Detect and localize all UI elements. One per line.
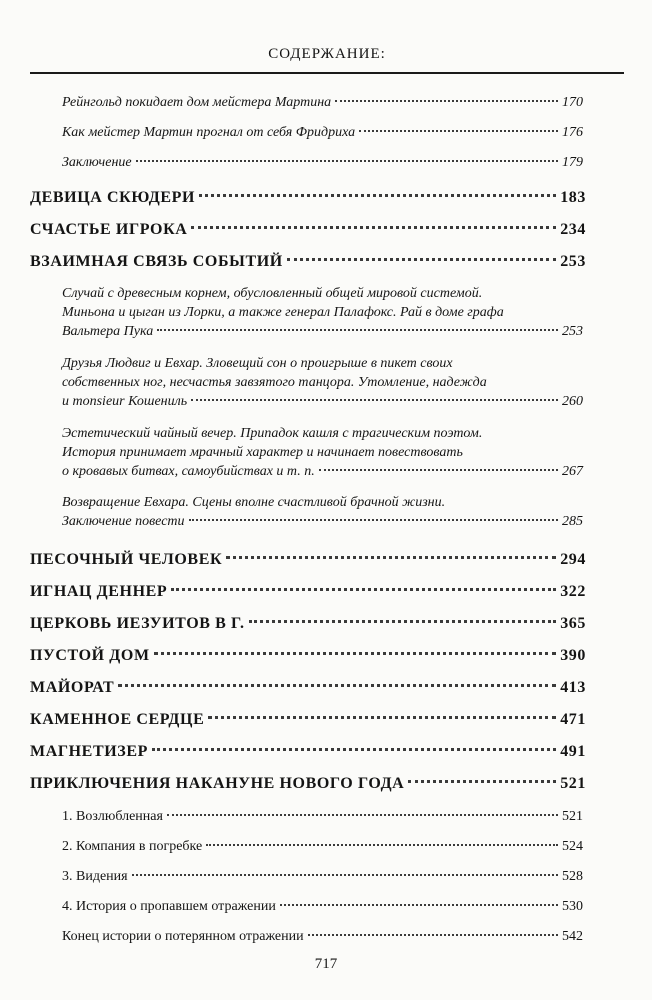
toc-entry[interactable] [62,837,583,856]
toc-story-title: МАЙОРАТ [30,679,115,696]
toc-story[interactable] [30,220,586,240]
leader-dots [191,399,558,401]
toc-entry-title: и monsieur Кошениль [62,394,188,409]
toc-story[interactable] [30,188,586,208]
toc-story[interactable] [30,550,586,570]
toc-entry-title: о кровавых битвах, самоубийствах и т. п. [62,464,315,479]
toc-page-number: 524 [562,839,583,854]
toc-entry[interactable] [62,354,583,411]
page-header: СОДЕРЖАНИЕ: [268,46,386,62]
toc-page-number: 491 [560,743,586,760]
toc-entry-title: Как мейстер Мартин прогнал от себя Фридриха [62,125,356,140]
leader-dots [199,194,556,197]
toc-story[interactable] [30,582,586,602]
toc-story[interactable] [30,742,586,762]
leader-dots [308,934,558,936]
toc-entry-title: Конец истории о потерянном отражении [62,929,304,944]
toc-page-number: 183 [560,189,586,206]
toc-story-title: ИГНАЦ ДЕННЕР [30,583,168,600]
toc-entry[interactable] [62,493,583,531]
toc-story[interactable] [30,646,586,666]
toc-entry[interactable] [62,284,583,341]
toc-page-number: 365 [560,615,586,632]
leader-dots [408,780,556,783]
toc-page-number: 234 [560,221,586,238]
toc-story-title: ВЗАИМНАЯ СВЯЗЬ СОБЫТИЙ [30,253,283,270]
toc-page-number: 521 [560,775,586,792]
toc-entry-title: Вальтера Пука [62,324,154,339]
leader-dots [118,684,556,687]
leader-dots [136,160,558,162]
toc-page-number: 390 [560,647,586,664]
leader-dots [152,748,556,751]
toc-story-title: ДЕВИЦА СКЮДЕРИ [30,189,196,206]
toc-story[interactable] [30,710,586,730]
toc-page-number: 260 [562,394,583,409]
leader-dots [167,814,558,816]
leader-dots [132,874,558,876]
toc-page-number: 176 [562,125,583,140]
toc-page-number: 267 [562,464,583,479]
toc-entry-line: Миньона и цыган из Лорки, а также генерал Палафокс. Рай в доме графа [62,305,504,320]
toc-entry-title: 3. Видения [62,869,128,884]
header-rule [30,72,624,74]
toc-entry[interactable] [62,93,583,112]
toc-story[interactable] [30,774,586,794]
toc-entry-line: Случай с древесным корнем, обусловленный общей мировой системой. [62,286,483,301]
toc-entry-line: Эстетический чайный вечер. Припадок кашля с трагическим поэтом. [62,426,483,441]
toc-page-number: 170 [562,95,583,110]
toc-entry[interactable] [62,123,583,142]
toc-story-title: ПУСТОЙ ДОМ [30,647,150,664]
toc-entry-title: Рейнгольд покидает дом мейстера Мартина [62,95,332,110]
leader-dots [359,130,558,132]
toc-story-title: ПЕСОЧНЫЙ ЧЕЛОВЕК [30,551,223,568]
toc-entry-title: 2. Компания в погребке [62,839,203,854]
toc-page-number: 530 [562,899,583,914]
leader-dots [154,652,557,655]
page-number-footer: 717 [314,956,338,972]
toc-page-number: 179 [562,155,583,170]
toc-page-number: 413 [560,679,586,696]
leader-dots [280,904,558,906]
toc-story[interactable] [30,252,586,272]
leader-dots [226,556,556,559]
leader-dots [208,716,556,719]
leader-dots [335,100,558,102]
toc-story-title: СЧАСТЬЕ ИГРОКА [30,221,188,238]
leader-dots [171,588,556,591]
toc-entry-title: 4. История о пропавшем отражении [62,899,276,914]
toc-entry-line: собственных ног, несчастья завзятого танцора. Утомление, надежда [62,375,487,390]
leader-dots [319,469,558,471]
toc-entry[interactable] [62,807,583,826]
toc-page-number: 528 [562,869,583,884]
toc-story-title: МАГНЕТИЗЕР [30,743,148,760]
toc-page-number: 253 [562,324,583,339]
toc-entry[interactable] [62,424,583,481]
toc-story[interactable] [30,614,586,634]
toc-entry[interactable] [62,927,583,946]
toc-entry-line: Возвращение Евхара. Сцены вполне счастливой брачной жизни. [62,495,446,510]
toc-page-number: 521 [562,809,583,824]
toc-entry-title: 1. Возлюбленная [62,809,163,824]
leader-dots [287,258,556,261]
toc-entry[interactable] [62,153,583,172]
toc-entry-line: История принимает мрачный характер и начинает повествовать [62,445,463,460]
toc-page-number: 471 [560,711,586,728]
toc-story-title: ПРИКЛЮЧЕНИЯ НАКАНУНЕ НОВОГО ГОДА [30,775,405,792]
toc-page-number: 322 [560,583,586,600]
toc-page-number: 294 [560,551,586,568]
toc-entry-title: Заключение [62,155,132,170]
toc-page-number: 285 [562,514,583,529]
leader-dots [191,226,556,229]
toc-entry-line: Друзья Людвиг и Евхар. Зловещий сон о проигрыше в пикет своих [62,356,453,371]
toc-entry[interactable] [62,897,583,916]
leader-dots [206,844,558,846]
leader-dots [189,519,558,521]
leader-dots [157,329,558,331]
toc-entry[interactable] [62,867,583,886]
toc-story[interactable] [30,678,586,698]
toc-story-title: ЦЕРКОВЬ ИЕЗУИТОВ В Г. [30,615,245,632]
toc-story-title: КАМЕННОЕ СЕРДЦЕ [30,711,205,728]
leader-dots [249,620,557,623]
toc-page-number: 542 [562,929,583,944]
toc-entry-title: Заключение повести [62,514,185,529]
toc-page-number: 253 [560,253,586,270]
